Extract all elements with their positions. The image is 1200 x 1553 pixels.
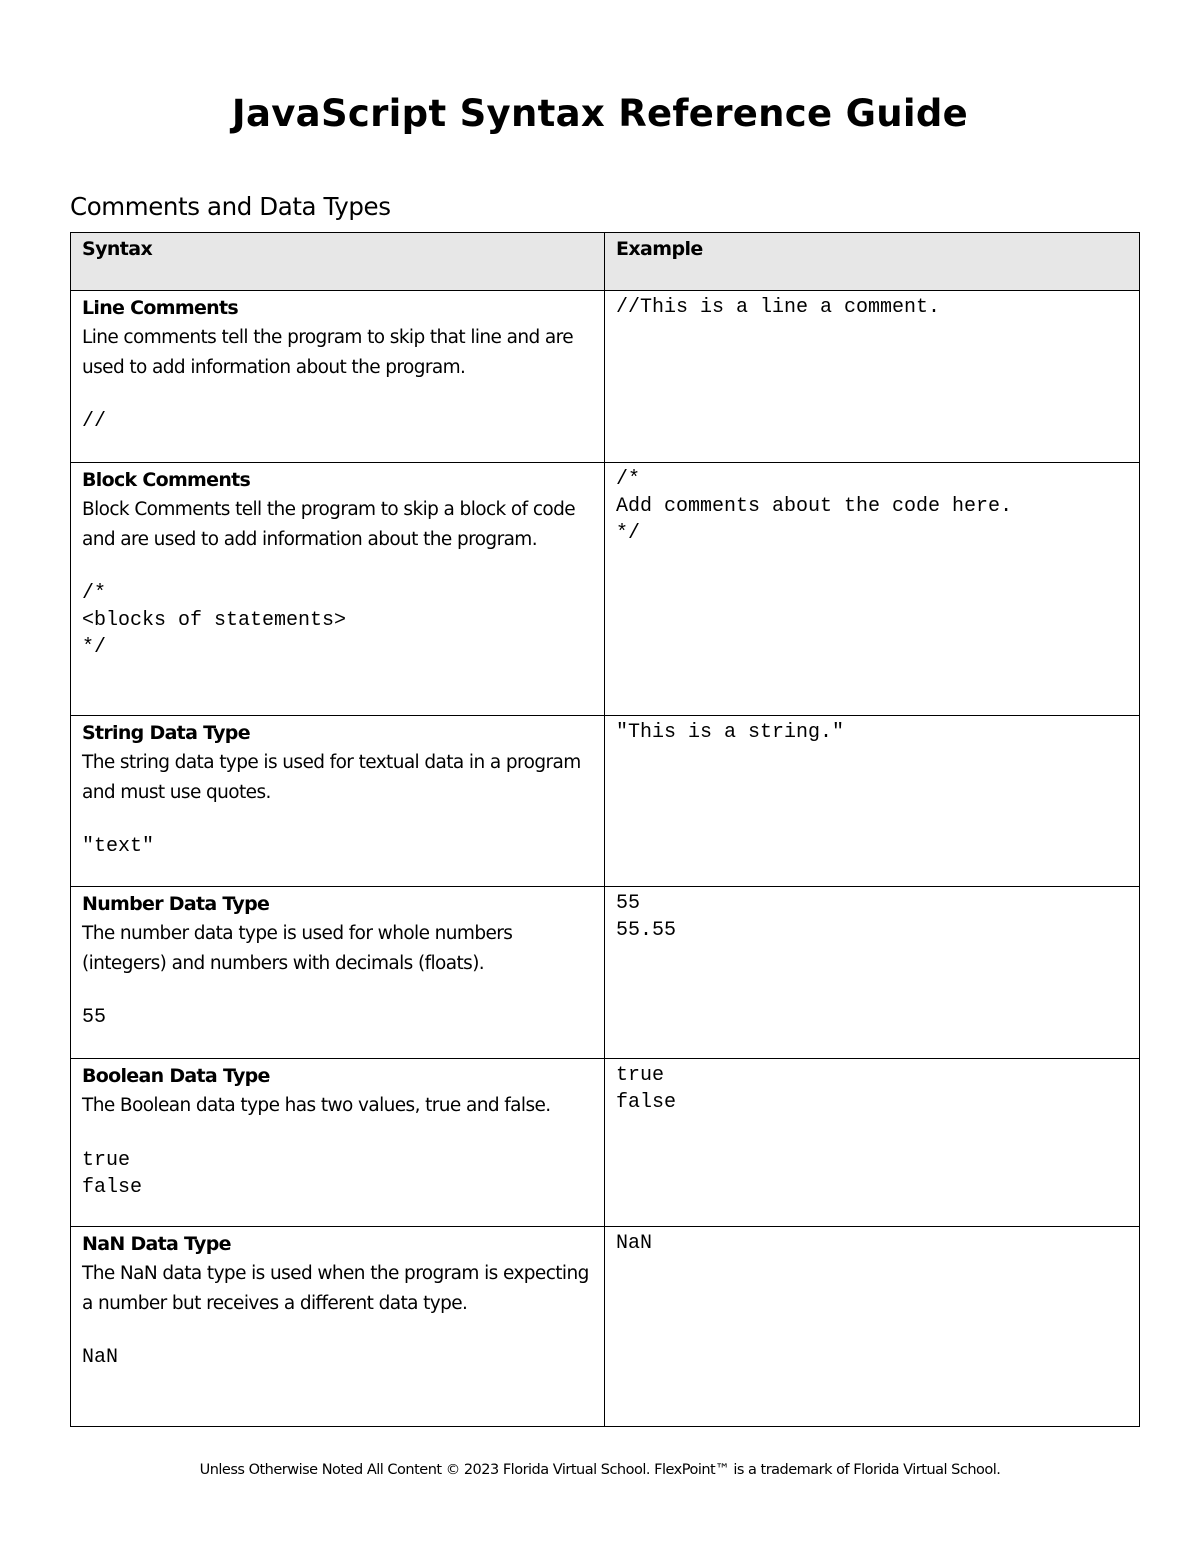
item-description: The number data type is used for whole numbers (integers) and numbers with decimals (floats). <box>82 923 513 974</box>
syntax-cell <box>71 887 605 1059</box>
table-row <box>71 1059 1140 1227</box>
item-description: Line comments tell the program to skip that line and are used to add information about the program. <box>82 327 574 378</box>
syntax-code: true false <box>82 1148 143 1199</box>
syntax-code: /* <blocks of statements> */ <box>82 582 347 659</box>
table-row <box>71 1227 1140 1427</box>
syntax-cell <box>71 1227 605 1427</box>
syntax-code: "text" <box>82 835 155 858</box>
example-code: "This is a string." <box>616 721 845 744</box>
footer-copyright: Unless Otherwise Noted All Content © 2023 Florida Virtual School. FlexPoint™ is a trademark of Florida Virtual School. <box>199 1462 1001 1478</box>
table-row <box>71 716 1140 887</box>
example-code: /* Add comments about the code here. */ <box>616 468 1013 545</box>
item-title: NaN Data Type <box>82 1233 231 1255</box>
item-title: Boolean Data Type <box>82 1065 270 1087</box>
page-title: JavaScript Syntax Reference Guide <box>231 92 969 135</box>
example-cell <box>605 887 1140 1059</box>
syntax-column-header: Syntax <box>71 233 605 291</box>
syntax-cell <box>71 291 605 463</box>
example-cell <box>605 291 1140 463</box>
syntax-cell <box>71 463 605 716</box>
syntax-cell <box>71 1059 605 1227</box>
table-row <box>71 291 1140 463</box>
table-header-row <box>71 233 1140 291</box>
item-title: String Data Type <box>82 722 250 744</box>
syntax-reference-table <box>70 232 1140 1427</box>
example-cell <box>605 463 1140 716</box>
item-title: Line Comments <box>82 297 238 319</box>
item-title: Block Comments <box>82 469 251 491</box>
item-description: The NaN data type is used when the program is expecting a number but receives a different data type. <box>82 1263 589 1314</box>
example-cell <box>605 716 1140 887</box>
item-description: The Boolean data type has two values, true and false. <box>82 1095 551 1116</box>
table-row <box>71 887 1140 1059</box>
section-heading: Comments and Data Types <box>70 192 391 221</box>
example-code: //This is a line a comment. <box>616 296 941 319</box>
item-title: Number Data Type <box>82 893 270 915</box>
syntax-cell <box>71 716 605 887</box>
syntax-code: 55 <box>82 1006 107 1029</box>
example-cell <box>605 1059 1140 1227</box>
example-code: 55 55.55 <box>616 892 677 942</box>
example-cell <box>605 1227 1140 1427</box>
example-code: true false <box>616 1064 677 1114</box>
item-description: Block Comments tell the program to skip a block of code and are used to add information about the program. <box>82 499 576 550</box>
example-column-header: Example <box>605 233 1140 291</box>
syntax-code: // <box>82 410 107 433</box>
syntax-code: NaN <box>82 1346 119 1369</box>
item-description: The string data type is used for textual data in a program and must use quotes. <box>82 752 581 803</box>
table-row <box>71 463 1140 716</box>
example-code: NaN <box>616 1232 653 1255</box>
